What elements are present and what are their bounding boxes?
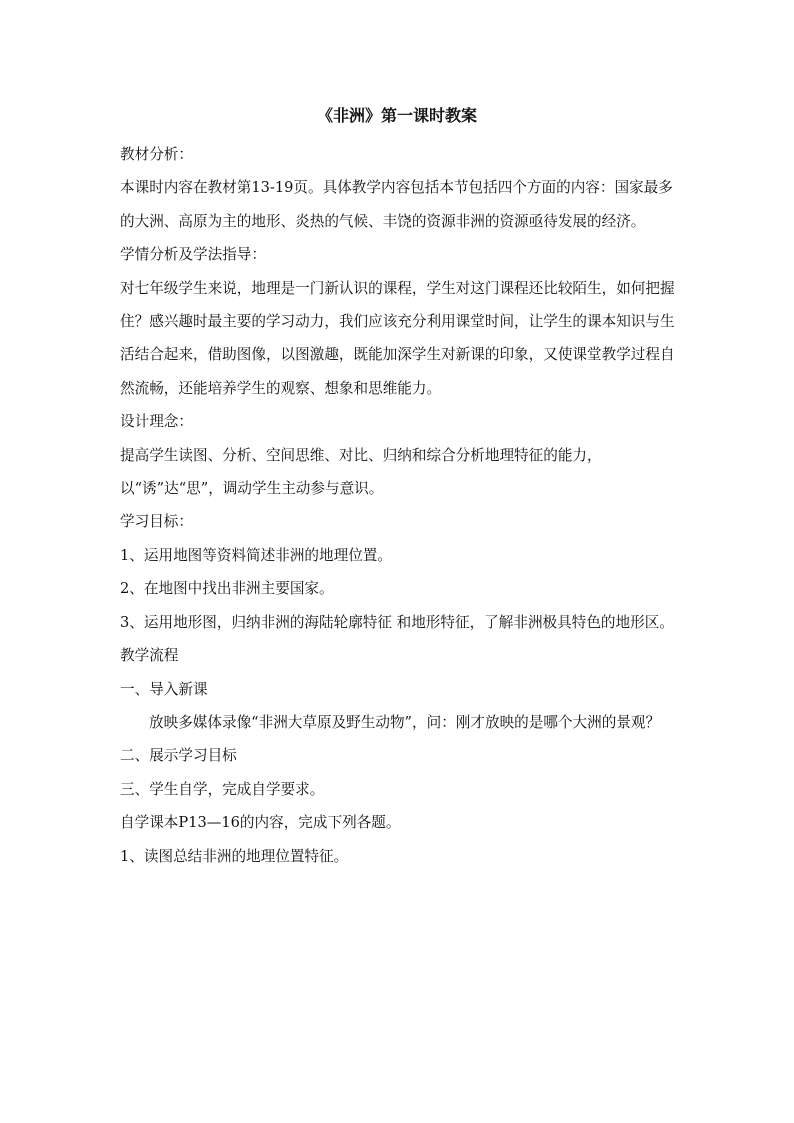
document-body <box>120 138 680 873</box>
goal-item-2: 2、在地图中找出非洲主要国家。 <box>120 580 334 598</box>
step-heading-2: 二、展示学习目标 <box>120 747 237 765</box>
paragraph-learner-analysis: 对七年级学生来说，地理是一门新认识的课程，学生对这门课程还比较陌生，如何把握住？感兴趣时最主要的学习动力，我们应该充分利用课堂时间，让学生的课本知识与生活结合起来，借助图像，以图激趣，既能加深学生对新课的印象，又使课堂教学过程自然流畅，还能培养学生的观察、想象和思维能力。 <box>120 279 675 397</box>
paragraph-intro-video: 放映多媒体录像“非洲大草原及野生动物”，问：刚才放映的是哪个大洲的景观？ <box>149 713 661 731</box>
section-heading-learning-goals: 学习目标： <box>120 513 193 531</box>
step-heading-3: 三、学生自学，完成自学要求。 <box>120 780 325 798</box>
paragraph-design-concept: 提高学生读图、分析、空间思维、对比、归纳和综合分析地理特征的能力，以“诱”达“思”，调动学生主动参与意识。 <box>120 446 602 498</box>
goal-item-1: 1、运用地图等资料简述非洲的地理位置。 <box>120 546 392 564</box>
paragraph-textbook-analysis: 本课时内容在教材第13-19页。具体教学内容包括本节包括四个方面的内容：国家最多的大洲、高原为主的地形、炎热的气候、丰饶的资源非洲的资源亟待发展的经济。 <box>120 179 673 230</box>
goal-item-3: 3、运用地形图，归纳非洲的海陆轮廓特征 和地形特征，了解非洲极具特色的地形区。 <box>120 613 674 631</box>
section-heading-teaching-process: 教学流程 <box>120 647 179 665</box>
task-item-1: 1、读图总结非洲的地理位置特征。 <box>120 847 349 865</box>
section-heading-design-concept: 设计理念： <box>120 413 193 431</box>
step-heading-1: 一、导入新课 <box>120 680 208 698</box>
paragraph-self-study: 自学课本P13—16的内容，完成下列各题。 <box>120 814 401 832</box>
section-heading-textbook-analysis: 教材分析： <box>120 146 193 163</box>
section-heading-learner-analysis: 学情分析及学法指导： <box>120 246 266 264</box>
document-title: 《非洲》第一课时教案 <box>316 106 477 125</box>
